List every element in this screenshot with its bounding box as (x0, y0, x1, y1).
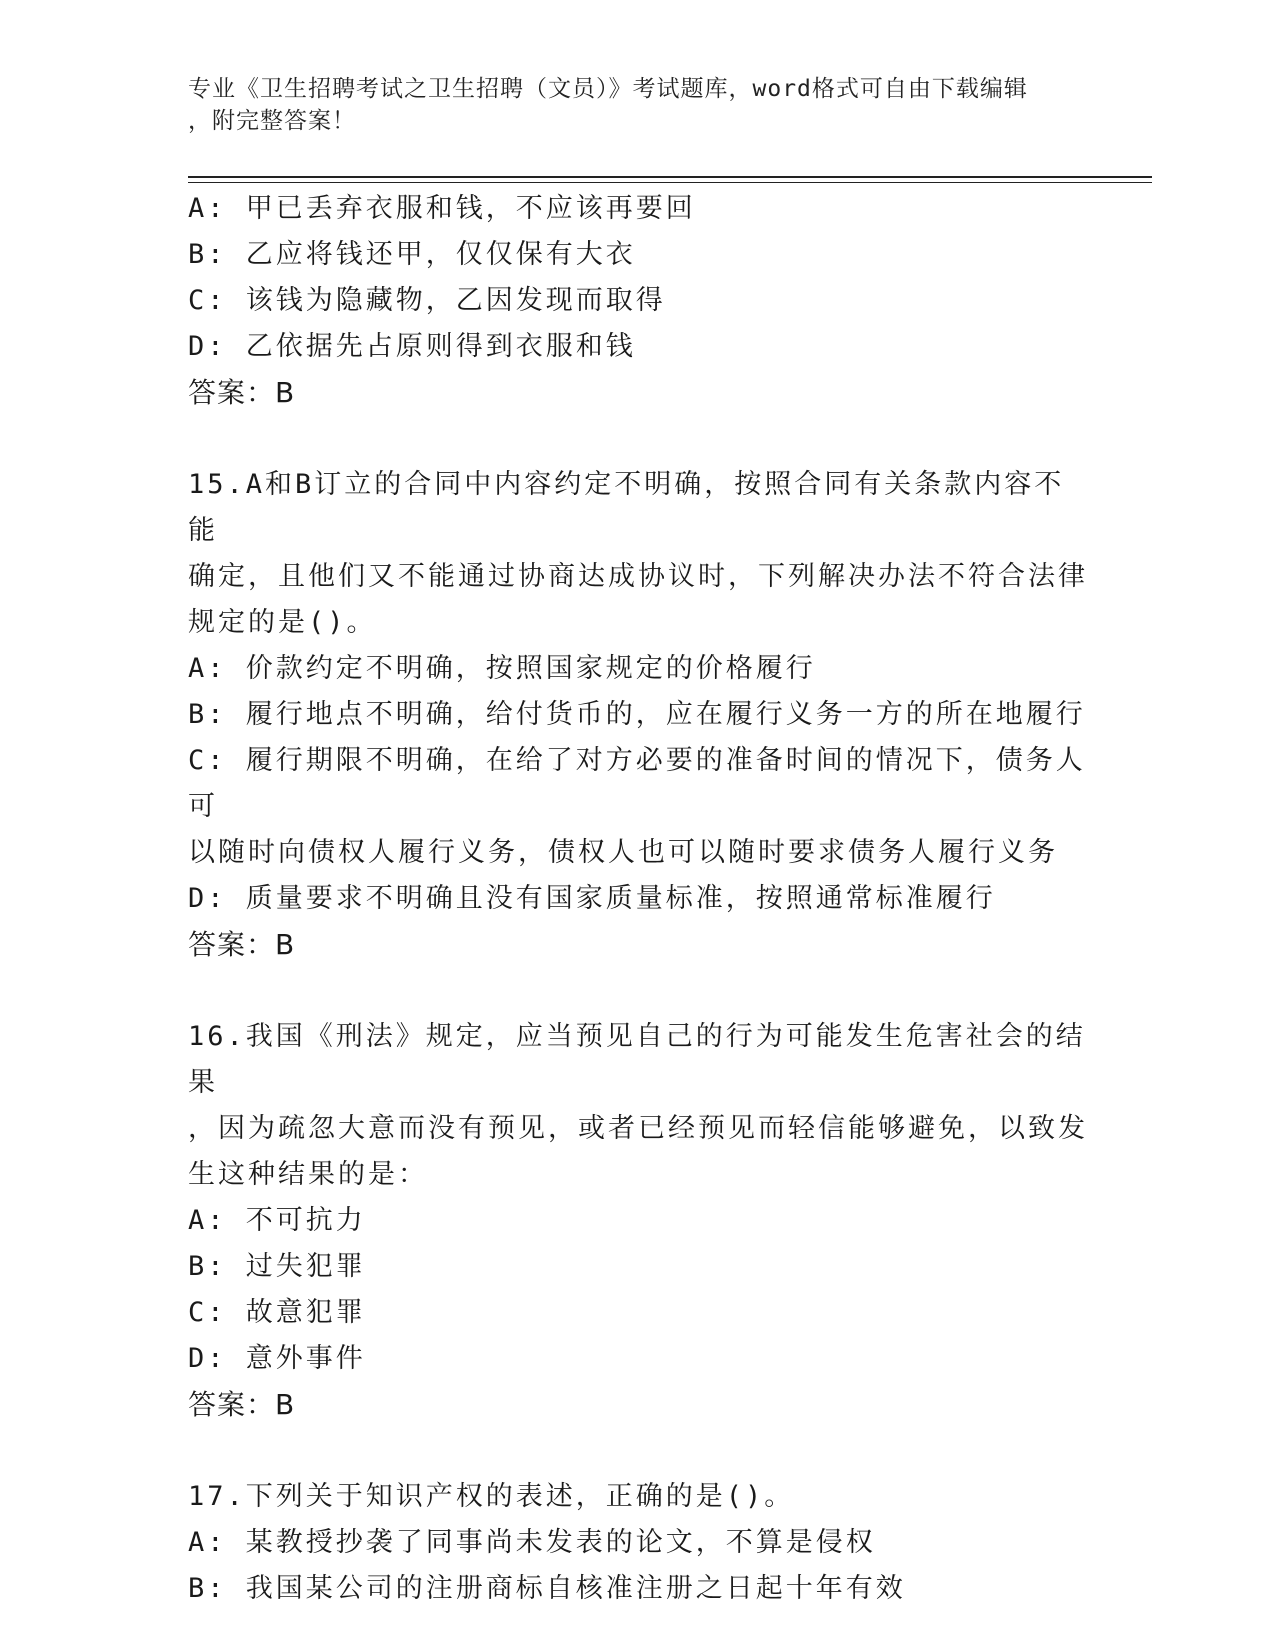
option-c: C: 履行期限不明确，在给了对方必要的准备时间的情况下，债务人可 (188, 745, 1086, 822)
question-14 (188, 186, 1088, 416)
option-c-continued: 以随时向债权人履行义务，债权人也可以随时要求债务人履行义务 (188, 837, 1058, 868)
question-stem: 17.下列关于知识产权的表述，正确的是()。 (188, 1481, 795, 1512)
question-17 (188, 1474, 1088, 1612)
option-b: B: 我国某公司的注册商标自核准注册之日起十年有效 (188, 1573, 906, 1604)
question-stem: 规定的是()。 (188, 607, 377, 638)
option-b: B: 履行地点不明确，给付货币的，应在履行义务一方的所在地履行 (188, 699, 1086, 730)
option-a: A: 某教授抄袭了同事尚未发表的论文，不算是侵权 (188, 1527, 876, 1558)
option-a: A: 不可抗力 (188, 1205, 366, 1236)
header-rule-thin (188, 182, 1152, 183)
option-b: B: 乙应将钱还甲，仅仅保有大衣 (188, 239, 636, 270)
answer: 答案：B (188, 1388, 296, 1421)
header-line-2: ，附完整答案！ (188, 108, 356, 134)
answer: 答案：B (188, 376, 296, 409)
option-a: A: 甲已丢弃衣服和钱，不应该再要回 (188, 193, 696, 224)
question-stem: 生这种结果的是： (188, 1159, 428, 1190)
option-a: A: 价款约定不明确，按照国家规定的价格履行 (188, 653, 816, 684)
header-rule-thick (188, 176, 1152, 178)
spacer (188, 416, 1088, 462)
option-c: C: 故意犯罪 (188, 1297, 366, 1328)
option-d: D: 意外事件 (188, 1343, 366, 1374)
question-stem: 15.A和B订立的合同中内容约定不明确，按照合同有关条款内容不能 (188, 469, 1065, 546)
option-d: D: 质量要求不明确且没有国家质量标准，按照通常标准履行 (188, 883, 996, 914)
question-stem: 确定，且他们又不能通过协商达成协议时，下列解决办法不符合法律 (188, 561, 1088, 592)
question-list (188, 186, 1088, 1612)
spacer (188, 968, 1088, 1014)
question-stem: 16.我国《刑法》规定，应当预见自己的行为可能发生危害社会的结果 (188, 1021, 1086, 1098)
option-c: C: 该钱为隐藏物，乙因发现而取得 (188, 285, 666, 316)
question-15 (188, 462, 1088, 968)
answer: 答案：B (188, 928, 296, 961)
question-stem: ，因为疏忽大意而没有预见，或者已经预见而轻信能够避免，以致发 (188, 1113, 1088, 1144)
document-header (188, 73, 1068, 137)
header-line-1: 专业《卫生招聘考试之卫生招聘（文员）》考试题库，word格式可自由下载编辑 (188, 76, 1028, 102)
question-16 (188, 1014, 1088, 1428)
option-d: D: 乙依据先占原则得到衣服和钱 (188, 331, 636, 362)
option-b: B: 过失犯罪 (188, 1251, 366, 1282)
spacer (188, 1428, 1088, 1474)
